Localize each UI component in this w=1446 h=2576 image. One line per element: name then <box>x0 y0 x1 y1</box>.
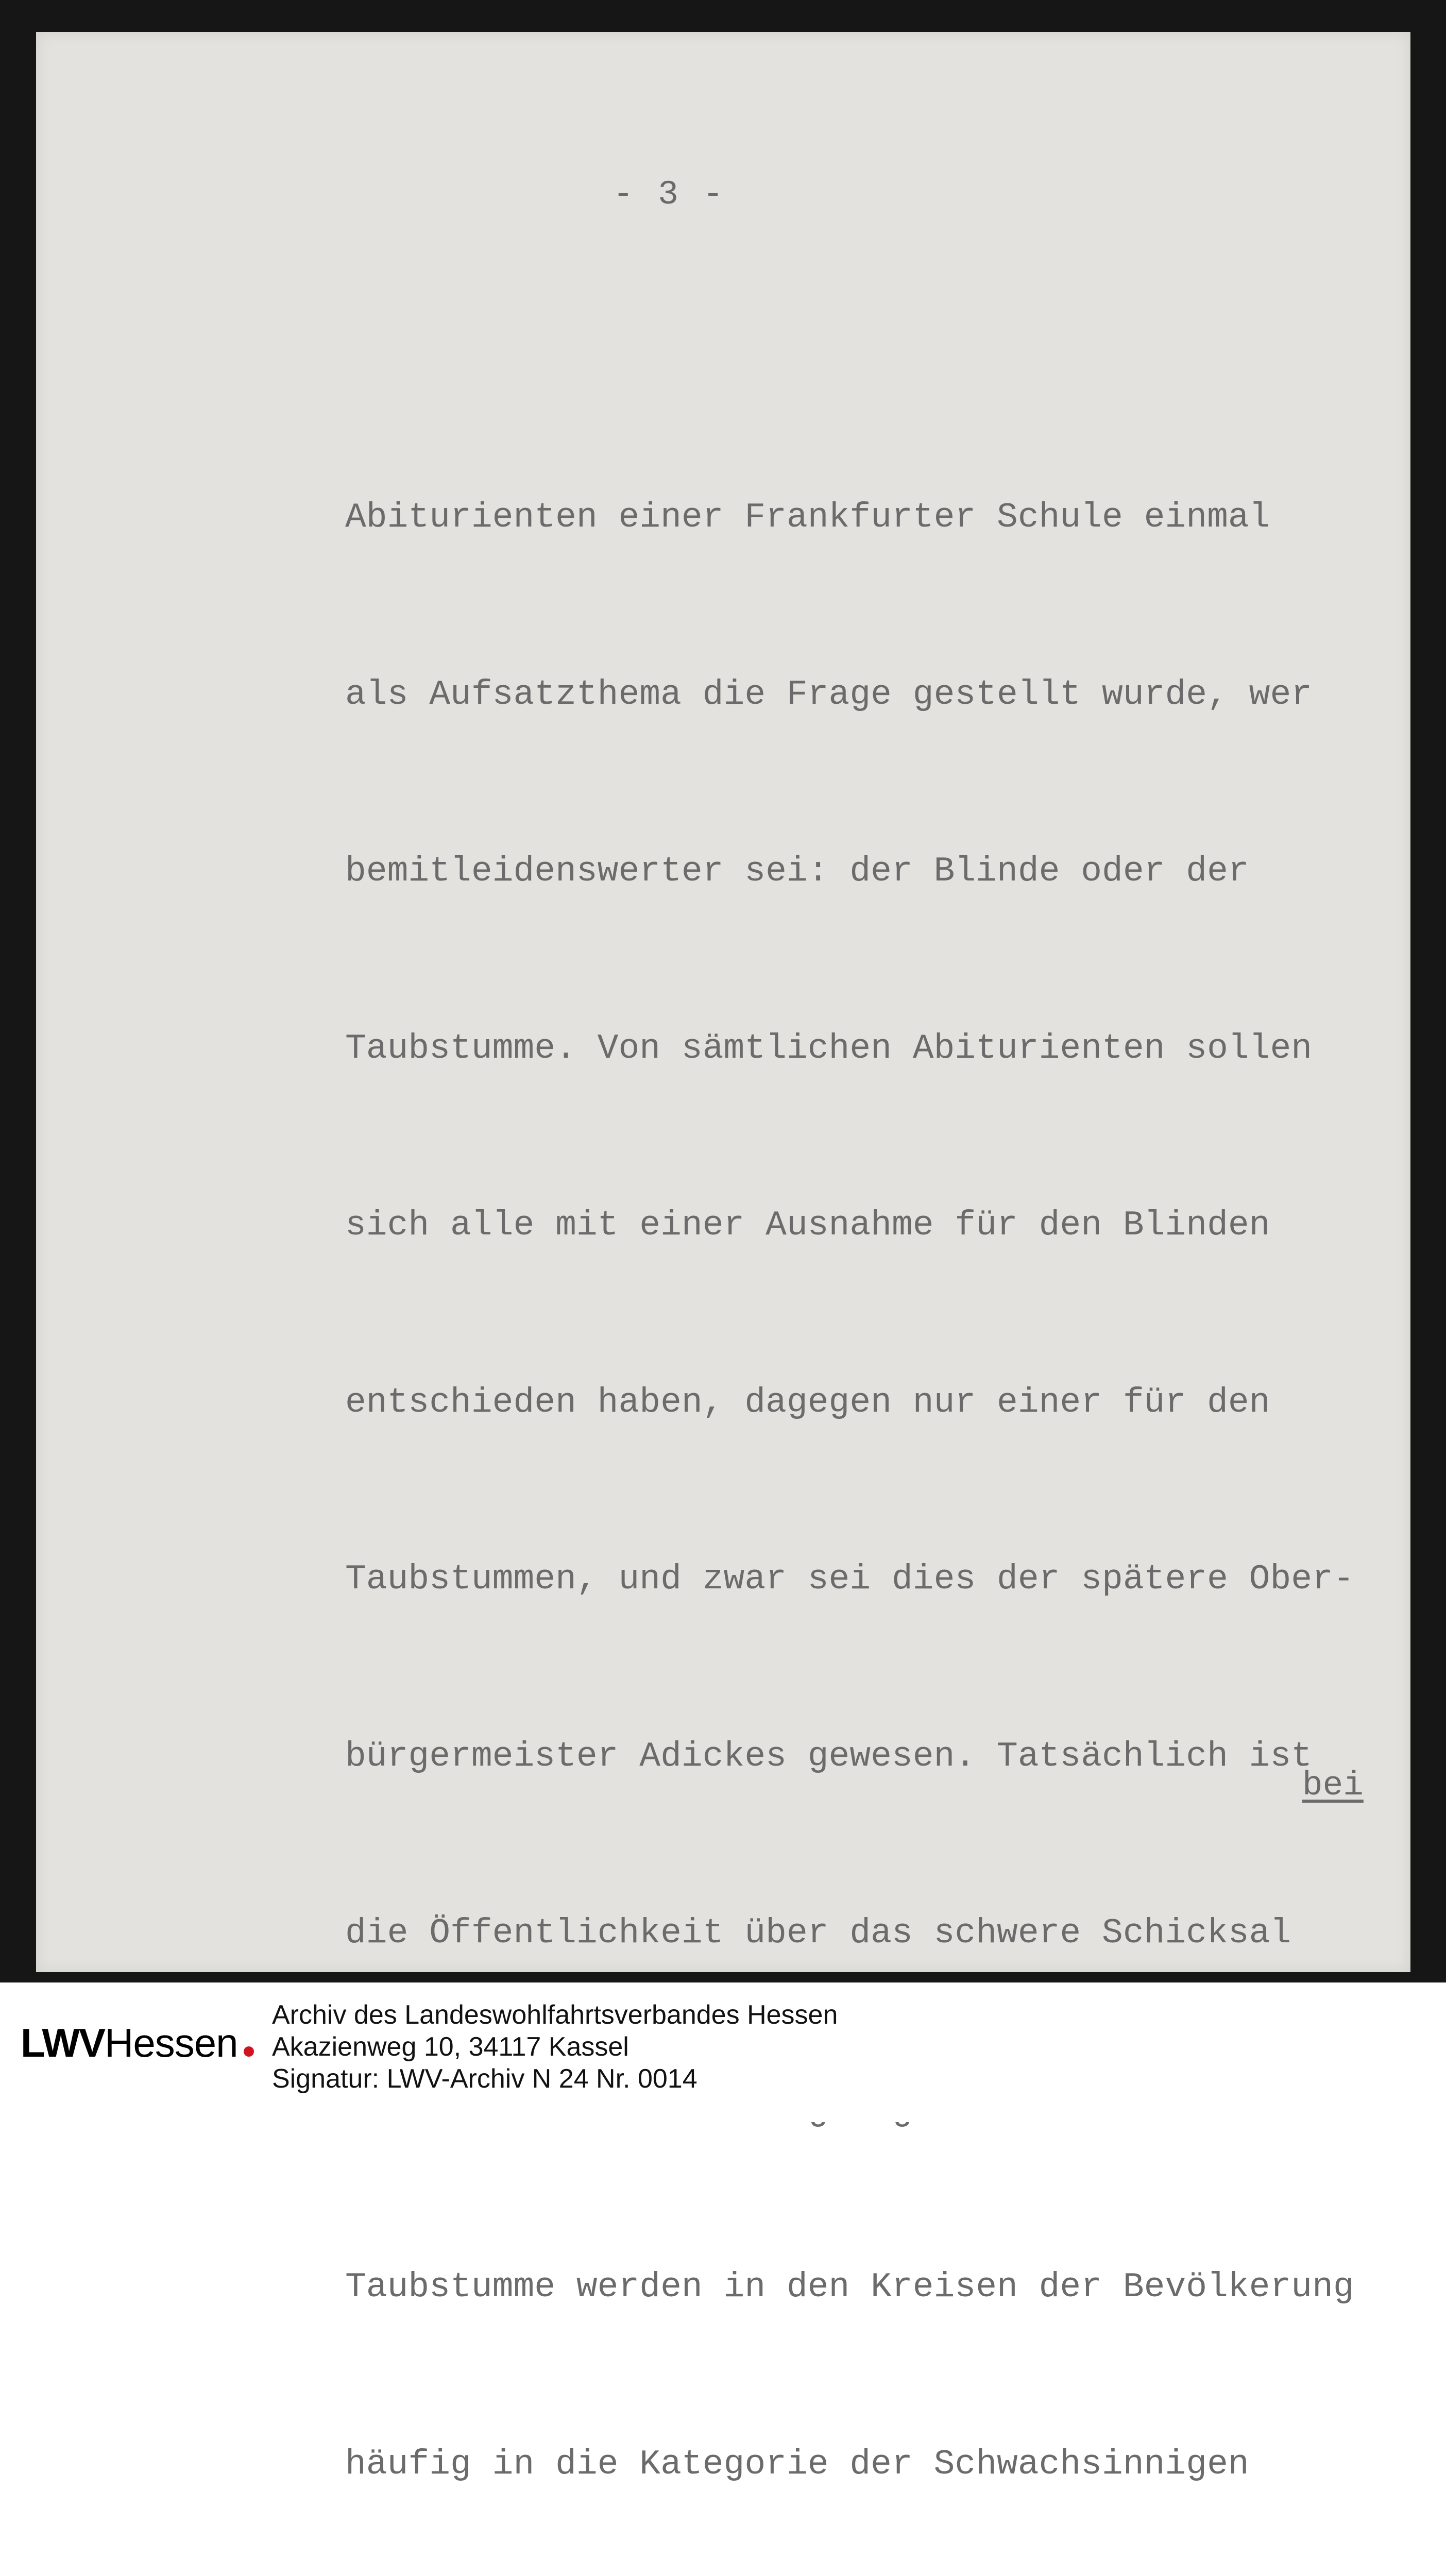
paragraph-1 <box>345 370 1375 2576</box>
archive-address: Akazienweg 10, 34117 Kassel <box>272 2032 629 2062</box>
logo-dot-icon <box>244 2046 254 2057</box>
text-line: Taubstumme werden in den Kreisen der Bevölkerung <box>345 2267 1354 2307</box>
text-line: bürgermeister Adickes gewesen. Tatsächlich ist <box>345 1736 1313 1776</box>
text-line: häufig in die Kategorie der Schwachsinnigen <box>345 2444 1249 2484</box>
page-number: - 3 - <box>613 175 726 214</box>
catchword: bei <box>1302 1766 1364 1805</box>
lwv-hessen-logo <box>21 2020 254 2076</box>
text-line: Taubstummen, und zwar sei dies der spätere Ober- <box>345 1560 1354 1599</box>
text-line: sich alle mit einer Ausnahme für den Blinden <box>345 1206 1270 1245</box>
text-line: entschieden haben, dagegen nur einer für den <box>345 1382 1270 1422</box>
typed-text-block <box>345 252 1375 2576</box>
archive-signature: Signatur: LWV-Archiv N 24 Nr. 0014 <box>272 2064 698 2094</box>
archive-name: Archiv des Landeswohlfahrtsverbandes Hessen <box>272 2000 838 2030</box>
logo-text-light: Hessen <box>105 2020 238 2065</box>
text-line: Taubstumme. Von sämtlichen Abiturienten sollen <box>345 1028 1313 1069</box>
text-line: Abiturienten einer Frankfurter Schule einmal <box>345 498 1270 537</box>
archive-info <box>272 1999 838 2095</box>
logo-text-bold: LWV <box>21 2020 105 2065</box>
text-line: bemitleidenswerter sei: der Blinde oder der <box>345 852 1249 891</box>
text-line: als Aufsatzthema die Frage gestellt wurde, wer <box>345 674 1313 715</box>
text-line: die Öffentlichkeit über das schwere Schicksal <box>345 1913 1291 1953</box>
